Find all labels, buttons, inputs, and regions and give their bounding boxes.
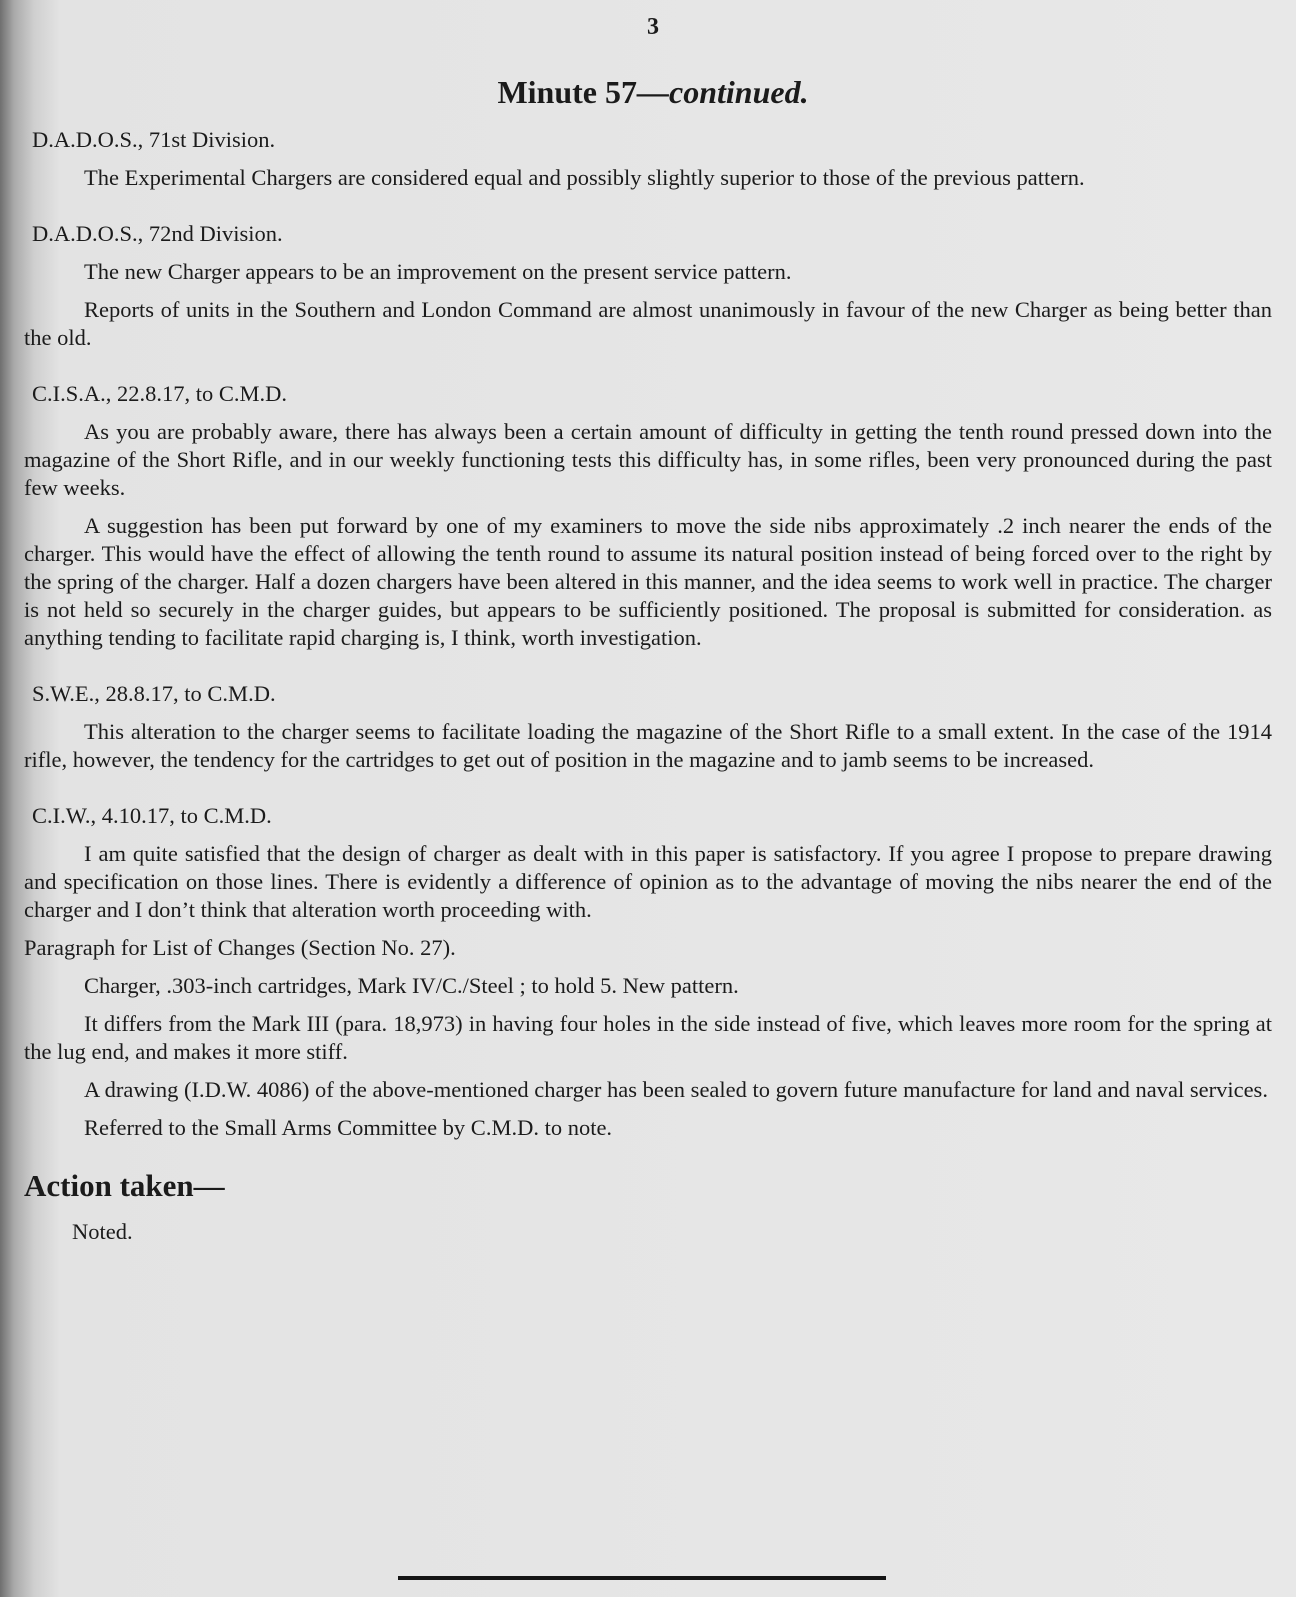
list-of-changes-heading: Paragraph for List of Changes (Section No. 27). [24,935,456,960]
document-body [24,126,1272,1246]
section-heading: S.W.E., 28.8.17, to C.M.D. [32,681,276,706]
closing-rule [398,1576,886,1580]
action-taken-heading: Action taken— [24,1168,225,1203]
page-title [0,74,1296,111]
list-of-changes-paragraph: Charger, .303-inch cartridges, Mark IV/C./Steel ; to hold 5. New pattern. [84,973,739,998]
section-heading: D.A.D.O.S., 72nd Division. [32,221,283,246]
section-paragraph: A suggestion has been put forward by one of my examiners to move the side nibs approximately .2 inch nearer the ends of the charger. This would have the effect of allowing the tenth round to assume its natural position instead of being forced over to the right by the spring of the charger. Half a dozen chargers have been altered in this manner, and the idea seems to work well in practice. The charger is not held so securely in the charger guides, but appears to be sufficiently positioned. The proposal is submitted for consideration. as anything tending to facilitate rapid charging is, I think, worth investigation. [24,513,1272,650]
section-paragraph: The Experimental Chargers are considered equal and possibly slightly superior to those of the previous pattern. [84,165,1085,190]
section-paragraph: As you are probably aware, there has always been a certain amount of difficulty in getting the tenth round pressed down into the magazine of the Short Rifle, and in our weekly functioning tests this difficulty has, in some rifles, been very pronounced during the past few weeks. [24,419,1272,500]
title-continued: —continued. [636,74,809,110]
section-paragraph: The new Charger appears to be an improvement on the present service pattern. [84,259,792,284]
section-heading: C.I.W., 4.10.17, to C.M.D. [32,803,272,828]
page-number: 3 [647,14,659,40]
list-of-changes-paragraph: Referred to the Small Arms Committee by C.M.D. to note. [84,1115,613,1140]
list-of-changes-paragraph: A drawing (I.D.W. 4086) of the above-mentioned charger has been sealed to govern future manufacture for land and naval services. [84,1077,1268,1102]
section-paragraph: Reports of units in the Southern and London Command are almost unanimously in favour of the new Charger as being better than the old. [24,297,1272,350]
section-heading: D.A.D.O.S., 71st Division. [32,127,276,152]
action-taken-text: Noted. [72,1219,133,1244]
title-main: Minute 57 [497,74,637,110]
section-heading: C.I.S.A., 22.8.17, to C.M.D. [32,381,288,406]
section-paragraph: I am quite satisfied that the design of charger as dealt with in this paper is satisfactory. If you agree I propose to prepare drawing and specification on those lines. There is evidently a difference of opinion as to the advantage of moving the nibs nearer the end of the charger and I don’t think that alteration worth proceeding with. [24,841,1272,922]
list-of-changes-paragraph: It differs from the Mark III (para. 18,973) in having four holes in the side instead of five, which leaves more room for the spring at the lug end, and makes it more stiff. [24,1011,1272,1064]
section-paragraph: This alteration to the charger seems to facilitate loading the magazine of the Short Rifle to a small extent. In the case of the 1914 rifle, however, the tendency for the cartridges to get out of position in the magazine and to jamb seems to be increased. [24,719,1272,772]
